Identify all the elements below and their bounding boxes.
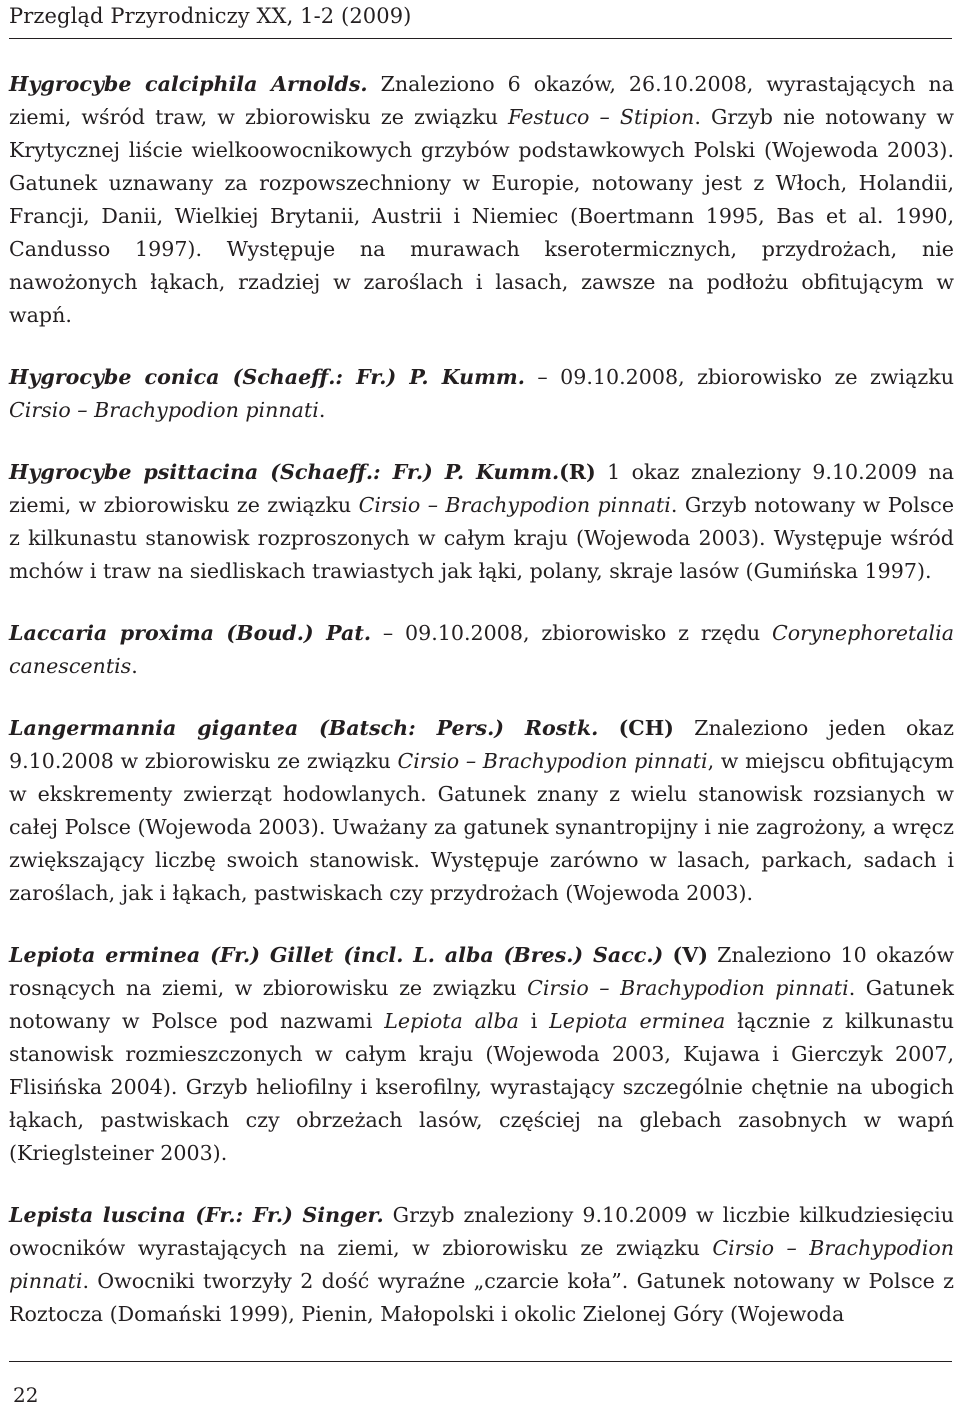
running-header: Przegląd Przyrodniczy XX, 1-2 (2009): [9, 4, 412, 28]
entry-text: Grzyb znaleziony 9.10.2009 w liczbie kilkudziesięciu owocników wyrastających na ziemi, w zbiorowisku ze związku: [9, 1203, 955, 1260]
threat-status: (R): [559, 460, 596, 484]
entry-text: 1 okaz znaleziony 9.10.2009 na ziemi, w zbiorowisku ze związku: [9, 460, 954, 517]
species-entry-langermannia-gigantea: [9, 712, 954, 910]
entry-text: i: [518, 1009, 550, 1033]
entry-italic: Corynephoretalia canescentis: [9, 621, 954, 678]
species-entry-hygrocybe-calciphila: [9, 68, 954, 332]
entry-text: . Owocniki tworzyły 2 dość wyraźne „czarcie koła”. Gatunek notowany w Polsce z Roztocza (Domański 1999), Pienin, Małopolski i okolic Zielonej Góry (Wojewoda: [9, 1269, 954, 1326]
entry-italic: Festuco – Stipion: [508, 105, 695, 129]
species-entry-hygrocybe-psittacina: [9, 456, 954, 588]
species-name: Langermannia gigantea (Batsch: Pers.) Rostk.: [9, 716, 599, 740]
entry-italic: Cirsio – Brachypodion pinnati: [358, 493, 671, 517]
species-entry-laccaria-proxima: [9, 617, 954, 683]
species-entry-lepista-luscina: [9, 1199, 954, 1331]
species-name: Hygrocybe psittacina (Schaeff.: Fr.) P. Kumm.: [9, 460, 560, 484]
entry-text: . Grzyb nie notowany w Krytycznej liście wielkoowocnikowych grzybów podstawkowych Polski (Wojewoda 2003). Gatunek uznawany za rozpowszechniony w Europie, notowany jest z Włoch, Holandii, Francji, Danii, Wielkiej Brytanii, Austrii i Niemiec (Boertmann 1995, Bas et al. 1990, Candusso 1997). Występuje na murawach kserotermicznych, przydrożach, nie nawożonych łąkach, rzadziej w zaroślach i lasach, zawsze na podłożu obfitującym w wapń.: [9, 105, 954, 327]
species-name: Hygrocybe conica (Schaeff.: Fr.) P. Kumm.: [9, 365, 525, 389]
entry-italic: Cirsio – Brachypodion pinnati: [527, 976, 849, 1000]
species-name: Lepiota erminea (Fr.) Gillet (incl. L. alba (Bres.) Sacc.): [9, 943, 664, 967]
entry-text: Znaleziono jeden okaz 9.10.2008 w zbiorowisku ze związku: [9, 716, 954, 773]
entry-italic: Lepiota alba: [384, 1009, 519, 1033]
entry-text: . Gatunek notowany w Polsce pod nazwami: [9, 976, 954, 1033]
entry-text: .: [318, 398, 326, 422]
entry-text: Znaleziono 6 okazów, 26.10.2008, wyrastających na ziemi, wśród traw, w zbiorowisku ze związku: [9, 72, 954, 129]
entry-text: łącznie z kilkunastu stanowisk rozmieszczonych w całym kraju (Wojewoda 2003, Kujawa i Gierczyk 2007, Flisińska 2004). Grzyb heliofilny i kserofilny, wyrastający szczególnie chętnie na ubogich łąkach, pastwiskach czy obrzeżach lasów, częściej na glebach zasobnych w wapń (Krieglsteiner 2003).: [9, 1009, 954, 1165]
entry-italic: Cirsio – Brachypodion pinnati: [397, 749, 708, 773]
entry-italic: Lepiota erminea: [549, 1009, 726, 1033]
entry-text: – 09.10.2008, zbiorowisko ze związku: [524, 365, 954, 389]
page-number: 22: [13, 1383, 39, 1407]
entry-text: – 09.10.2008, zbiorowisko z rzędu: [371, 621, 773, 645]
species-name: Lepista luscina (Fr.: Fr.) Singer.: [9, 1203, 384, 1227]
threat-status: (CH): [618, 716, 674, 740]
article-body: [9, 68, 954, 1360]
entry-text: Znaleziono 10 okazów rosnących na ziemi, w zbiorowisku ze związku: [9, 943, 954, 1000]
entry-italic: Cirsio – Brachypodion pinnati: [9, 398, 319, 422]
species-name: Laccaria proxima (Boud.) Pat.: [9, 621, 372, 645]
entry-text: , w miejscu obfitującym w ekskrementy zwierząt hodowlanych. Gatunek znany z wielu stanowisk rozsianych w całej Polsce (Wojewoda 2003). Uważany za gatunek synantropijny i nie zagrożony, a wręcz zwiększający liczbę swoich stanowisk. Występuje zarówno w lasach, parkach, sadach i zaroślach, jak i łąkach, pastwiskach czy przydrożach (Wojewoda 2003).: [9, 749, 954, 905]
species-name: Hygrocybe calciphila Arnolds.: [9, 72, 368, 96]
footer-rule: [9, 1361, 952, 1362]
species-entry-lepiota-erminea: [9, 939, 954, 1170]
threat-status: (V): [672, 943, 708, 967]
entry-italic: Cirsio – Brachypodion pinnati: [9, 1236, 954, 1293]
entry-text: .: [131, 654, 138, 678]
species-entry-hygrocybe-conica: [9, 361, 954, 427]
entry-text: . Grzyb notowany w Polsce z kilkunastu stanowisk rozproszonych w całym kraju (Wojewoda 2003). Występuje wśród mchów i traw na siedliskach trawiastych jak łąki, polany, skraje lasów (Gumińska 1997).: [9, 493, 954, 583]
header-rule: [9, 38, 952, 39]
